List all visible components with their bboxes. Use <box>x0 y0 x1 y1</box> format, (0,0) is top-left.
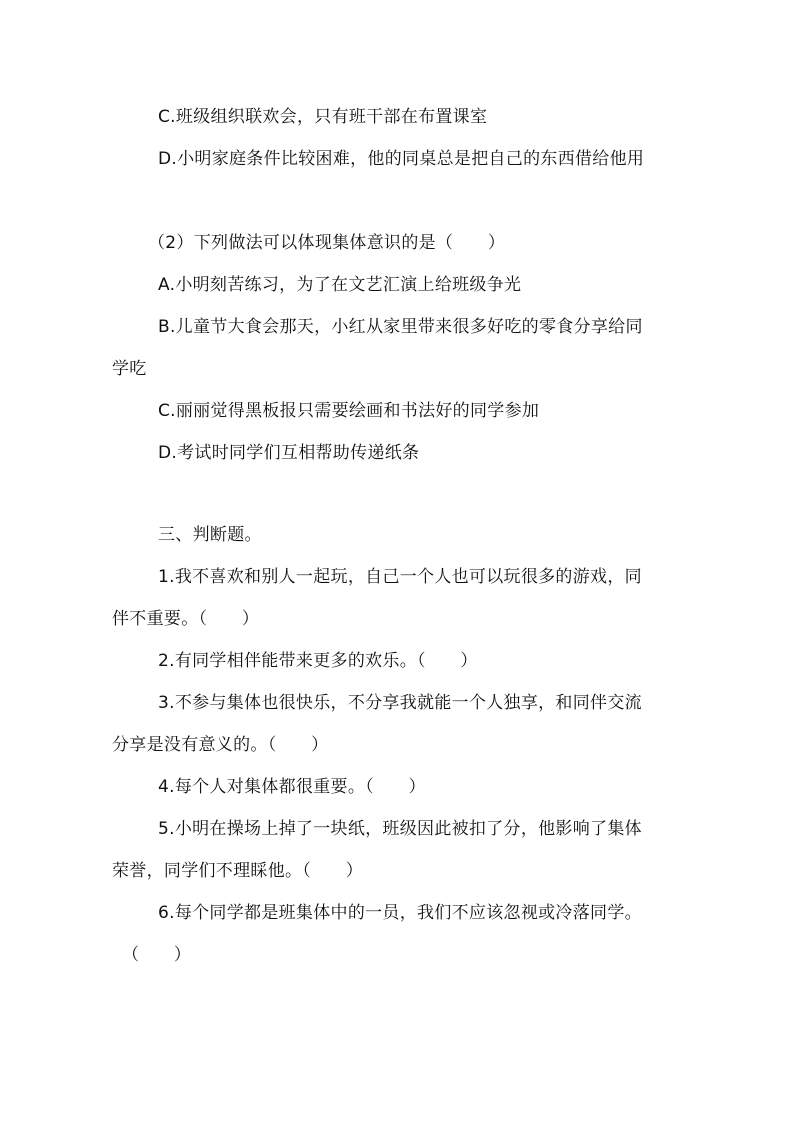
judgment-item-3-line1: 3.不参与集体也很快乐，不分享我就能一个人独享，和同伴交流 <box>158 693 642 713</box>
q1-option-d: D.小明家庭条件比较困难，他的同桌总是把自己的东西借给他用 <box>158 149 645 169</box>
judgment-item-1-line2: 伴不重要。（ ） <box>112 609 260 629</box>
judgment-item-6-line2: （ ） <box>122 945 192 965</box>
judgment-item-1-line1: 1.我不喜欢和别人一起玩，自己一个人也可以玩很多的游戏，同 <box>158 567 642 587</box>
q2-option-b-line1: B.儿童节大食会那天，小红从家里带来很多好吃的零食分享给同 <box>158 317 643 337</box>
judgment-item-2: 2.有同学相伴能带来更多的欢乐。（ ） <box>158 651 478 671</box>
judgment-item-4: 4.每个人对集体都很重要。（ ） <box>158 777 426 797</box>
judgment-item-6-line1: 6.每个同学都是班集体中的一员，我们不应该忽视或冷落同学。 <box>158 903 642 923</box>
judgment-item-5-line1: 5.小明在操场上掉了一块纸，班级因此被扣了分，他影响了集体 <box>158 819 642 839</box>
section3-heading: 三、判断题。 <box>158 525 262 545</box>
q2-option-a: A.小明刻苦练习，为了在文艺汇演上给班级争光 <box>158 275 522 295</box>
q2-stem: （2）下列做法可以体现集体意识的是（ ） <box>148 233 506 253</box>
q2-option-b-line2: 学吃 <box>112 359 147 379</box>
q2-option-c: C.丽丽觉得黑板报只需要绘画和书法好的同学参加 <box>158 401 540 421</box>
judgment-item-5-line2: 荣誉，同学们不理睬他。（ ） <box>112 861 363 881</box>
judgment-item-3-line2: 分享是没有意义的。（ ） <box>112 735 329 755</box>
q1-option-c: C.班级组织联欢会，只有班干部在布置课室 <box>158 107 488 127</box>
q2-option-d: D.考试时同学们互相帮助传递纸条 <box>158 443 420 463</box>
